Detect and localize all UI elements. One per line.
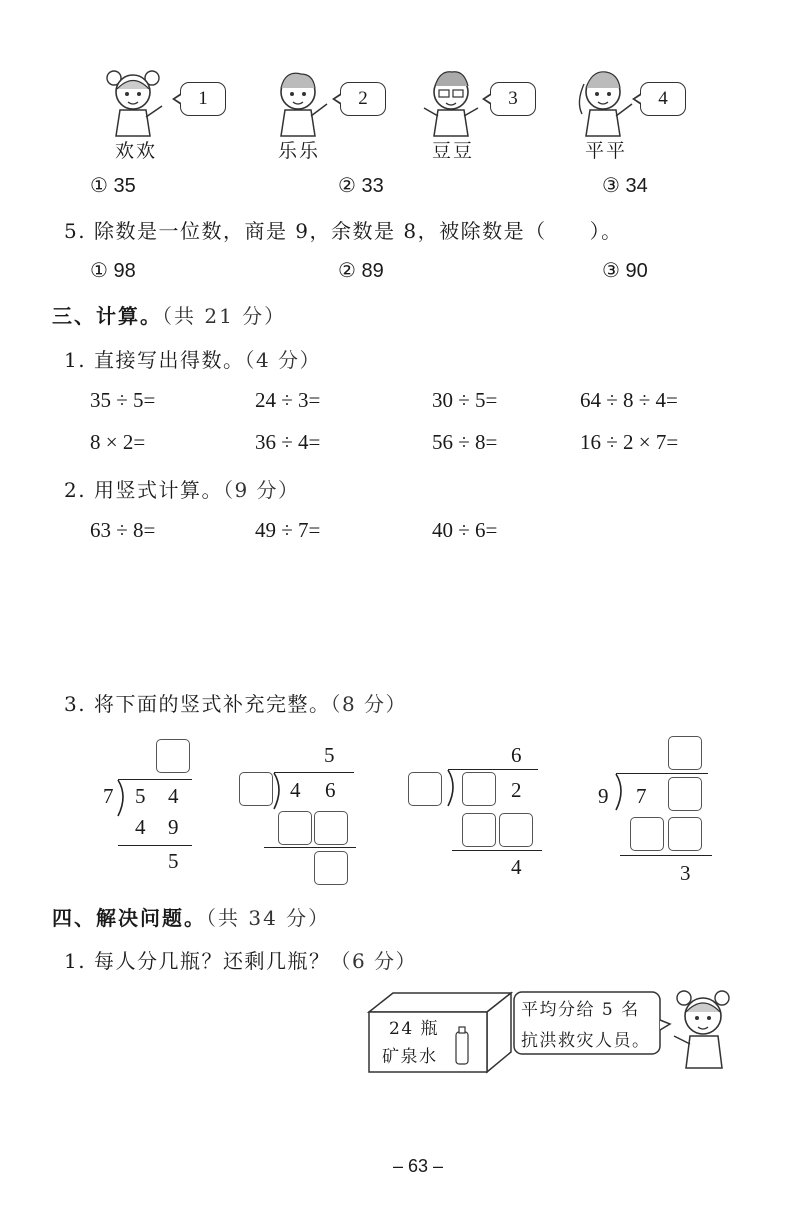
equation[interactable]: 30 ÷ 5= [432, 388, 498, 412]
box-label-line2: 矿泉水 [382, 1047, 438, 1067]
q5-option-3[interactable]: ③ 90 [602, 260, 648, 282]
subtraction-line [452, 850, 542, 851]
speech-bubble-2: 2 [340, 82, 386, 116]
remainder-box[interactable] [314, 851, 348, 885]
equation[interactable]: 24 ÷ 3= [255, 388, 321, 412]
division-bar [616, 773, 708, 774]
section-4-heading [52, 902, 330, 931]
character-name-1: 欢欢 [115, 140, 158, 162]
remainder: 4 [511, 855, 522, 879]
section-4-title: 四、解决问题。 [52, 906, 206, 930]
equation[interactable]: 49 ÷ 7= [255, 518, 321, 542]
equation[interactable]: 64 ÷ 8 ÷ 4= [580, 388, 678, 412]
product-box[interactable] [630, 817, 664, 851]
girl-illustration [668, 986, 740, 1072]
q4-option-1[interactable]: ① 35 [90, 175, 136, 197]
section-3-heading [52, 300, 286, 329]
s3-part2-label: 2. 用竖式计算。 [64, 478, 223, 502]
dividend-digit: 4 [290, 778, 301, 802]
division-bracket [116, 778, 130, 818]
s3-part2-title [64, 474, 300, 503]
equation[interactable]: 16 ÷ 2 × 7= [580, 430, 679, 454]
q5-option-1[interactable]: ① 98 [90, 260, 136, 282]
s3-part2-points: （9 分） [222, 478, 300, 502]
product-box[interactable] [499, 813, 533, 847]
character-name-4: 平平 [585, 140, 628, 162]
s3-part3-label: 3. 将下面的竖式补充完整。 [64, 692, 331, 716]
dividend-digit: 2 [511, 778, 522, 802]
q5-option-2[interactable]: ② 89 [338, 260, 384, 282]
answer-box[interactable] [156, 739, 190, 773]
divisor-box[interactable] [408, 772, 442, 806]
q5-question: 5. 除数是一位数，商是 9，余数是 8，被除数是（ ）。 [64, 219, 623, 243]
dividend-digit: 7 [636, 784, 647, 808]
character-name-2: 乐乐 [278, 140, 321, 162]
quotient-box[interactable] [668, 736, 702, 770]
equation[interactable]: 40 ÷ 6= [432, 518, 498, 542]
division-bracket [446, 768, 460, 808]
division-bar [448, 769, 538, 770]
equation[interactable]: 63 ÷ 8= [90, 518, 156, 542]
box-label-line1: 24 瓶 [389, 1019, 440, 1039]
s3-part3-points: （8 分） [330, 692, 408, 716]
subtraction-line [118, 845, 192, 846]
division-bar [118, 779, 192, 780]
boy-doudou-illustration [418, 62, 488, 142]
divisor: 7 [103, 784, 114, 808]
dividend-box[interactable] [668, 777, 702, 811]
quotient: 6 [511, 743, 522, 767]
speech-line-2: 抗洪救灾人员。 [521, 1031, 651, 1051]
quotient: 5 [324, 743, 335, 767]
divisor: 9 [598, 784, 609, 808]
remainder: 3 [680, 861, 691, 885]
section-3-title: 三、计算。 [52, 304, 162, 328]
division-bar [274, 772, 354, 773]
remainder: 5 [168, 849, 179, 873]
section-4-points: （共 34 分） [206, 906, 331, 930]
s4-part1-points: （6 分） [330, 949, 418, 973]
equation[interactable]: 56 ÷ 8= [432, 430, 498, 454]
section-3-points: （共 21 分） [162, 304, 287, 328]
speech-line-1: 平均分给 5 名 [521, 1000, 640, 1020]
product-box[interactable] [462, 813, 496, 847]
s3-part1-label: 1. 直接写出得数。 [64, 348, 245, 372]
dividend-box[interactable] [462, 772, 496, 806]
speech-bubble-3: 3 [490, 82, 536, 116]
subtraction-line [620, 855, 712, 856]
q4-option-3[interactable]: ③ 34 [602, 175, 648, 197]
girl-pingping-illustration [570, 62, 640, 142]
boy-lele-illustration [265, 62, 335, 142]
page-number: – 63 – [393, 1156, 444, 1176]
q4-option-2[interactable]: ② 33 [338, 175, 384, 197]
s3-part1-title [64, 344, 321, 373]
product-box[interactable] [314, 811, 348, 845]
speech-bubble-4: 4 [640, 82, 686, 116]
s4-part1-label: 1. 每人分几瓶？还剩几瓶？ [64, 949, 331, 973]
product-digit: 4 [135, 815, 146, 839]
dividend-digit: 6 [325, 778, 336, 802]
dividend-digit: 4 [168, 784, 179, 808]
equation[interactable]: 35 ÷ 5= [90, 388, 156, 412]
divisor-box[interactable] [239, 772, 273, 806]
division-bracket [614, 772, 628, 812]
product-box[interactable] [278, 811, 312, 845]
s3-part3-title [64, 688, 407, 717]
product-box[interactable] [668, 817, 702, 851]
water-bottle-icon [456, 1032, 468, 1064]
s3-part1-points: （4 分） [244, 348, 322, 372]
subtraction-line [264, 847, 356, 848]
girl-huanhuan-illustration [100, 62, 170, 142]
s4-part1-title [64, 945, 417, 974]
product-digit: 9 [168, 815, 179, 839]
equation[interactable]: 36 ÷ 4= [255, 430, 321, 454]
dividend-digit: 5 [135, 784, 146, 808]
speech-bubble-1: 1 [180, 82, 226, 116]
character-name-3: 豆豆 [432, 140, 475, 162]
equation[interactable]: 8 × 2= [90, 430, 146, 454]
division-bracket [272, 771, 286, 811]
